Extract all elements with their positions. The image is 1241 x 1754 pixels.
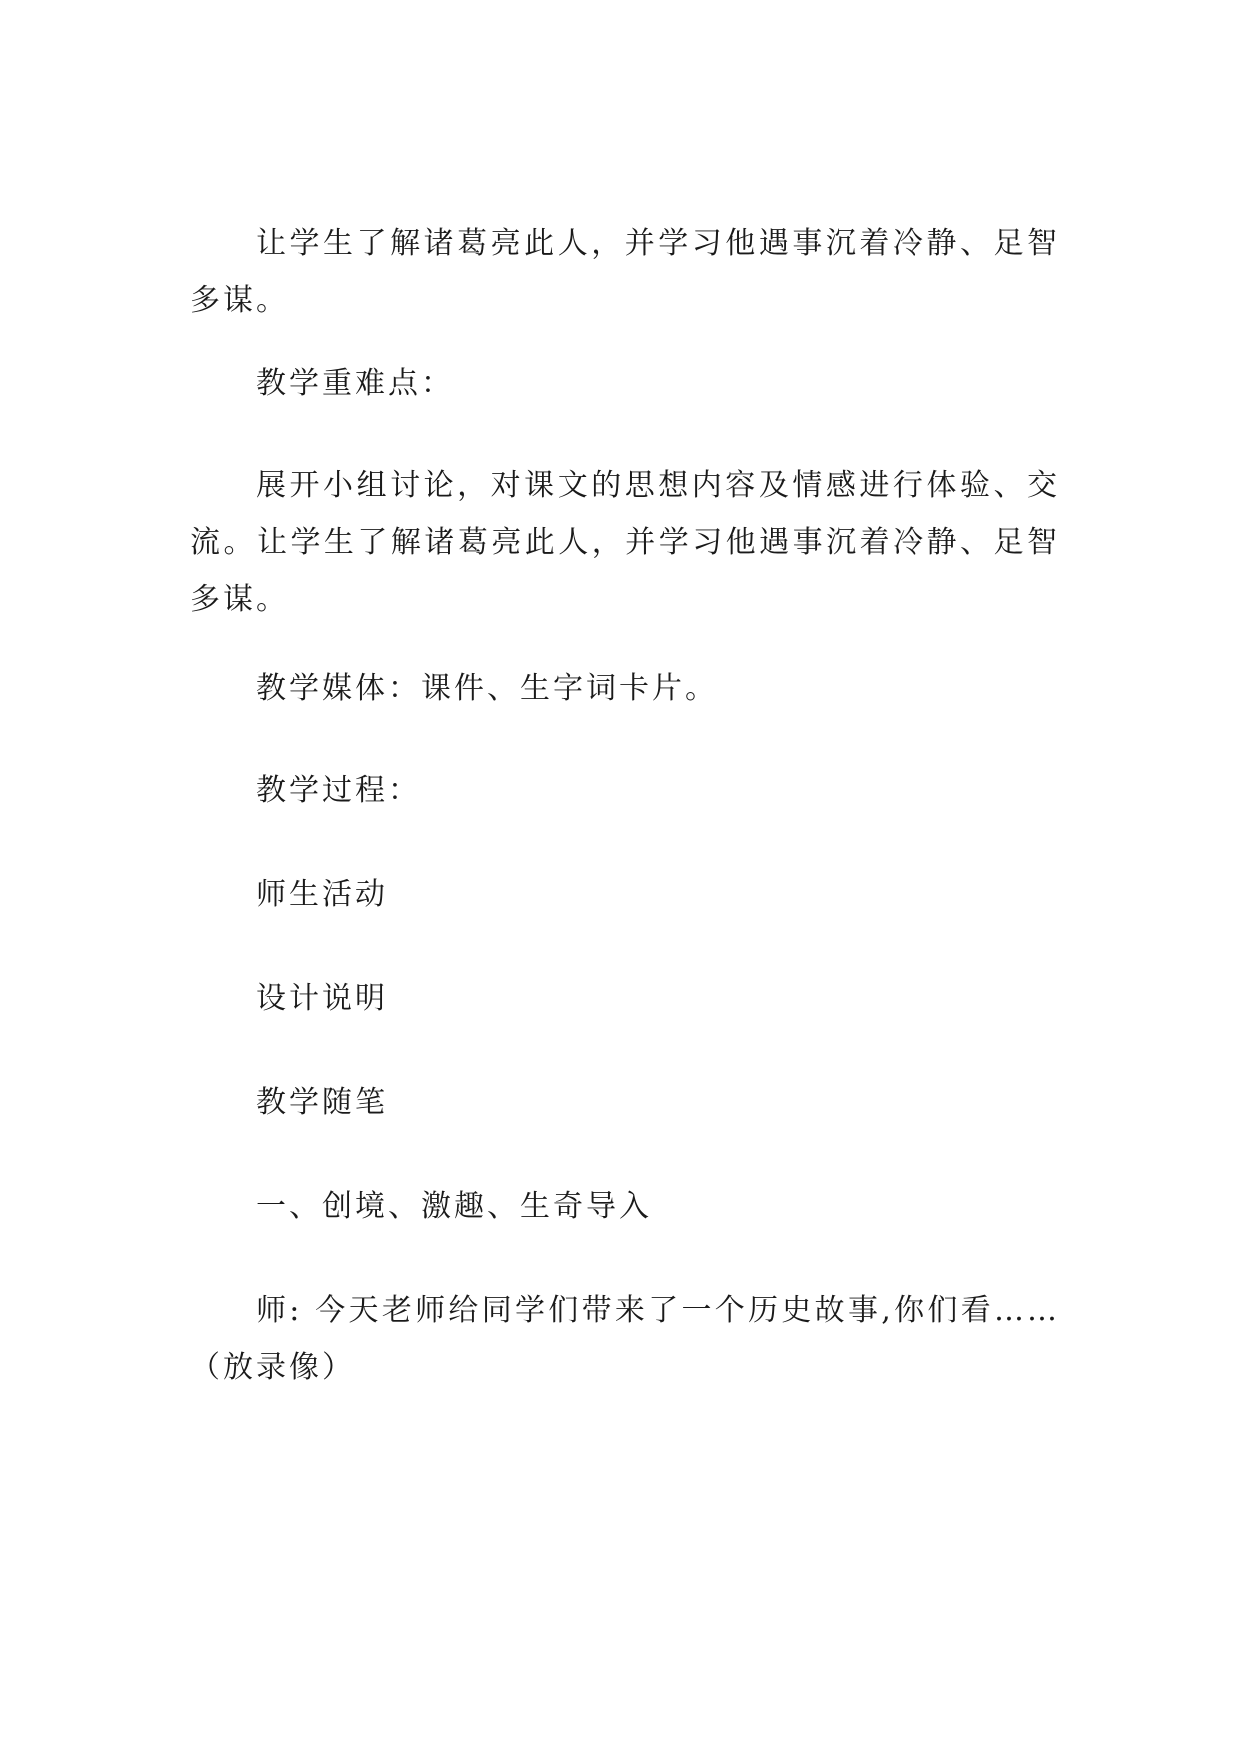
- paragraph-process-heading: 教学过程：: [256, 773, 421, 808]
- paragraph-teacher-intro: 师: 今天老师给同学们带来了一个历史故事,你们看……（放录像）: [190, 1293, 1060, 1385]
- paragraph-section-one-heading: 一、创境、激趣、生奇导入: [256, 1189, 652, 1224]
- paragraph-media: 教学媒体：课件、生字词卡片。: [256, 671, 718, 706]
- paragraph-key-points-heading: 教学重难点：: [256, 366, 454, 401]
- paragraph-teaching-notes: 教学随笔: [256, 1085, 388, 1120]
- paragraph-objective: 让学生了解诸葛亮此人，并学习他遇事沉着冷静、足智多谋。: [190, 226, 1060, 318]
- paragraph-design-notes: 设计说明: [256, 981, 388, 1016]
- paragraph-activities: 师生活动: [256, 877, 388, 912]
- paragraph-key-points: 展开小组讨论，对课文的思想内容及情感进行体验、交流。让学生了解诸葛亮此人，并学习他遇事沉着冷静、足智多谋。: [190, 468, 1060, 617]
